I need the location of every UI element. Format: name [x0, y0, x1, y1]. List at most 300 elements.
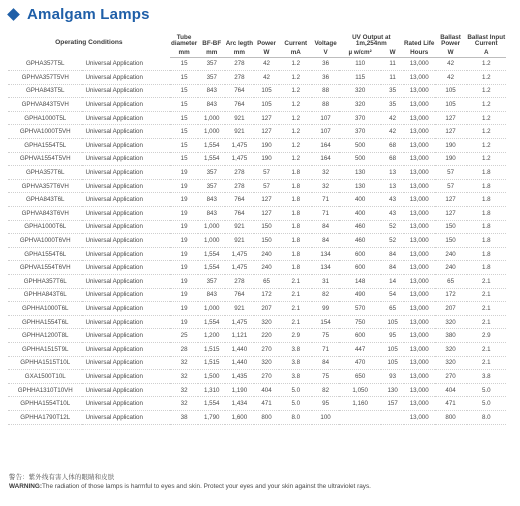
- cell-arc-length: 921: [234, 304, 245, 312]
- cell-ballast-power: 105: [445, 87, 456, 95]
- cell-rated-life: 13,000: [409, 196, 429, 204]
- cell-bf-bf: 1,554: [204, 250, 220, 258]
- cell-model: GPHA1000T6L: [24, 223, 67, 231]
- cell-voltage: 84: [322, 359, 330, 367]
- cell-uv-density: 600: [354, 264, 366, 272]
- cell-arc-length: 278: [234, 60, 245, 68]
- cell-ballast-input: 1.2: [481, 128, 491, 136]
- cell-voltage: 82: [322, 291, 330, 299]
- cell-ballast-input: 8.0: [481, 413, 491, 421]
- cell-voltage: 99: [322, 304, 330, 312]
- cell-tube-diameter: 15: [180, 87, 188, 95]
- warning-label: WARNING:: [9, 483, 43, 490]
- cell-voltage: 71: [322, 345, 330, 353]
- cell-rated-life: 13,000: [409, 155, 429, 163]
- cell-uv-density: 110: [355, 60, 366, 68]
- cell-voltage: 32: [322, 169, 330, 177]
- amalgam-lamps-table: [8, 30, 506, 425]
- table-row: [8, 139, 506, 153]
- cell-application: Universal Application: [85, 304, 143, 312]
- cell-bf-bf: 1,000: [204, 128, 220, 136]
- cell-power: 320: [261, 359, 272, 367]
- cell-voltage: 88: [322, 87, 330, 95]
- cell-tube-diameter: 19: [180, 169, 188, 177]
- page-title: Amalgam Lamps: [27, 5, 150, 23]
- cell-current: 2.1: [291, 304, 301, 312]
- cell-power: 127: [261, 209, 272, 217]
- cell-ballast-input: 1.2: [481, 155, 491, 163]
- cell-tube-diameter: 15: [180, 128, 188, 136]
- cell-rated-life: 13,000: [409, 87, 429, 95]
- cell-rated-life: 13,000: [409, 114, 429, 122]
- cell-application: Universal Application: [85, 196, 143, 204]
- cell-tube-diameter: 19: [180, 237, 188, 245]
- cell-ballast-input: 1.8: [481, 223, 491, 231]
- cell-uv-watts: 95: [389, 332, 397, 340]
- cell-power: 65: [263, 277, 270, 285]
- cell-power: 42: [263, 60, 270, 68]
- table-row: [8, 220, 506, 234]
- cell-arc-length: 1,475: [231, 264, 248, 272]
- cell-uv-density: 115: [355, 73, 366, 81]
- page-header: [8, 4, 150, 24]
- header-power: Power: [257, 40, 276, 48]
- cell-rated-life: 13,000: [409, 372, 429, 380]
- cell-arc-length: 764: [234, 291, 245, 299]
- header-current: Current: [284, 40, 308, 48]
- cell-application: Universal Application: [85, 114, 143, 122]
- cell-current: 2.1: [291, 291, 301, 299]
- cell-model: GPHVA1554T6VH: [19, 264, 71, 272]
- cell-ballast-input: 1.8: [481, 196, 491, 204]
- cell-application: Universal Application: [85, 101, 143, 109]
- cell-arc-length: 1,121: [231, 332, 248, 340]
- cell-uv-density: 1,050: [352, 386, 368, 394]
- cell-bf-bf: 843: [206, 101, 217, 109]
- table-row: [8, 397, 506, 411]
- table-row: [8, 302, 506, 316]
- unit-bf-bf: mm: [198, 48, 225, 57]
- warning-text: The radiation of those lamps is harmful to eyes and skin. Protect your eyes and your skin against the ultraviolet rays.: [42, 483, 371, 490]
- cell-rated-life: 13,000: [409, 209, 429, 217]
- cell-arc-length: 1,440: [231, 359, 248, 367]
- cell-voltage: 71: [322, 196, 330, 204]
- cell-model: GPHHA1515T9L: [22, 345, 69, 353]
- cell-application: Universal Application: [85, 372, 143, 380]
- cell-uv-density: 320: [354, 101, 366, 109]
- cell-uv-watts: 11: [389, 60, 396, 68]
- table-row: [8, 111, 506, 125]
- cell-bf-bf: 357: [206, 182, 217, 190]
- cell-ballast-input: 2.1: [481, 277, 491, 285]
- cell-ballast-input: 2.1: [481, 304, 491, 312]
- cell-rated-life: 13,000: [409, 359, 429, 367]
- table-row: [8, 247, 506, 261]
- cell-tube-diameter: 19: [180, 223, 188, 231]
- cell-voltage: 100: [320, 413, 331, 421]
- cell-uv-watts: 13: [389, 182, 397, 190]
- cell-tube-diameter: 15: [180, 101, 188, 109]
- cell-application: Universal Application: [85, 250, 143, 258]
- cell-application: Universal Application: [85, 264, 143, 272]
- cell-power: 57: [263, 182, 270, 190]
- cell-tube-diameter: 32: [180, 359, 188, 367]
- cell-ballast-input: 2.1: [481, 291, 491, 299]
- cell-model: GPHHA1310T10VH: [17, 386, 73, 394]
- table-row: [8, 193, 506, 207]
- cell-ballast-power: 380: [445, 332, 456, 340]
- cell-application: Universal Application: [85, 345, 143, 353]
- cell-uv-density: 447: [354, 345, 366, 353]
- table-row: [8, 207, 506, 221]
- cell-current: 2.1: [291, 318, 301, 326]
- cell-power: 320: [261, 318, 272, 326]
- cell-arc-length: 764: [234, 196, 245, 204]
- cell-ballast-power: 320: [445, 318, 456, 326]
- cell-uv-watts: 35: [389, 87, 397, 95]
- cell-rated-life: 13,000: [409, 345, 429, 353]
- unit-uv-watts: W: [381, 48, 403, 57]
- cell-bf-bf: 1,000: [204, 223, 220, 231]
- cell-ballast-power: 320: [445, 345, 456, 353]
- cell-power: 190: [261, 155, 272, 163]
- cell-uv-density: 750: [354, 318, 366, 326]
- cell-uv-density: 570: [354, 304, 366, 312]
- cell-power: 127: [261, 196, 272, 204]
- cell-arc-length: 1,190: [231, 386, 248, 394]
- cell-ballast-input: 1.8: [481, 264, 491, 272]
- header-ballast-power: Ballast Power: [440, 33, 461, 48]
- cell-uv-density: 1,160: [352, 400, 368, 408]
- cell-voltage: 32: [322, 182, 330, 190]
- cell-application: Universal Application: [85, 182, 143, 190]
- cell-model: GPHA1554T6L: [24, 250, 67, 258]
- cell-rated-life: 13,000: [409, 141, 429, 149]
- cell-current: 1.2: [291, 87, 301, 95]
- cell-uv-watts: 68: [389, 155, 397, 163]
- cell-bf-bf: 843: [206, 196, 217, 204]
- table-row: [8, 71, 506, 85]
- table-row: [8, 84, 506, 98]
- cell-power: 220: [261, 332, 272, 340]
- cell-uv-density: 500: [354, 155, 366, 163]
- cell-arc-length: 764: [234, 87, 245, 95]
- cell-rated-life: 13,000: [409, 237, 429, 245]
- cell-bf-bf: 1,554: [204, 318, 220, 326]
- header-voltage: Voltage: [314, 40, 337, 48]
- cell-voltage: 75: [322, 332, 330, 340]
- cell-model: GPHA1000T5L: [24, 114, 67, 122]
- cell-model: GPHA1554T5L: [24, 141, 67, 149]
- cell-bf-bf: 1,000: [204, 304, 220, 312]
- cell-uv-watts: 42: [389, 128, 397, 136]
- cell-tube-diameter: 32: [180, 372, 188, 380]
- cell-arc-length: 921: [234, 237, 245, 245]
- cell-bf-bf: 843: [206, 87, 217, 95]
- cell-ballast-power: 320: [445, 359, 456, 367]
- cell-rated-life: 13,000: [409, 386, 429, 394]
- cell-model: GPHHA357T6L: [23, 277, 67, 285]
- cell-voltage: 164: [320, 155, 331, 163]
- cell-current: 1.2: [291, 114, 301, 122]
- cell-bf-bf: 1,790: [204, 413, 220, 421]
- cell-uv-watts: 105: [387, 318, 398, 326]
- cell-uv-watts: 14: [389, 277, 397, 285]
- cell-power: 172: [261, 291, 272, 299]
- cell-tube-diameter: 15: [180, 73, 188, 81]
- cell-arc-length: 764: [234, 209, 245, 217]
- cell-ballast-power: 57: [447, 182, 455, 190]
- cell-current: 1.2: [291, 128, 301, 136]
- cell-application: Universal Application: [85, 209, 143, 217]
- cell-arc-length: 1,600: [231, 413, 248, 421]
- cell-ballast-power: 42: [447, 73, 455, 81]
- cell-arc-length: 1,475: [231, 318, 248, 326]
- cell-current: 1.8: [291, 196, 301, 204]
- cell-model: GPHHA1515T10L: [20, 359, 71, 367]
- cell-uv-density: 130: [354, 169, 366, 177]
- cell-uv-density: 490: [354, 291, 366, 299]
- cell-bf-bf: 843: [206, 291, 217, 299]
- cell-bf-bf: 357: [206, 73, 217, 81]
- cell-ballast-power: 57: [447, 169, 455, 177]
- cell-arc-length: 921: [234, 128, 245, 136]
- cell-rated-life: 13,000: [409, 182, 429, 190]
- cell-ballast-input: 1.2: [481, 114, 491, 122]
- cell-application: Universal Application: [85, 128, 143, 136]
- cell-voltage: 134: [320, 250, 331, 258]
- cell-tube-diameter: 19: [180, 291, 188, 299]
- cell-current: 1.2: [291, 101, 301, 109]
- cell-current: 1.2: [291, 141, 301, 149]
- cell-voltage: 154: [320, 318, 331, 326]
- cell-uv-density: 130: [354, 182, 366, 190]
- cell-power: 105: [261, 87, 272, 95]
- cell-current: 1.8: [291, 182, 301, 190]
- cell-ballast-power: 471: [445, 400, 456, 408]
- cell-model: GPHHA1554T6L: [22, 318, 69, 326]
- table-row: [8, 179, 506, 193]
- cell-ballast-input: 1.2: [481, 60, 491, 68]
- unit-power: W: [254, 48, 280, 57]
- cell-rated-life: 13,000: [409, 264, 429, 272]
- cell-power: 404: [261, 386, 272, 394]
- cell-bf-bf: 1,554: [204, 400, 220, 408]
- table-row: [8, 261, 506, 275]
- cell-uv-watts: 84: [389, 264, 397, 272]
- unit-rated-life: Hours: [404, 48, 435, 57]
- cell-rated-life: 13,000: [409, 400, 429, 408]
- cell-uv-density: 470: [354, 359, 366, 367]
- header-rated-life: Rated Life: [403, 40, 435, 48]
- cell-power: 240: [261, 264, 272, 272]
- cell-rated-life: 13,000: [409, 304, 429, 312]
- cell-uv-watts: [381, 410, 403, 424]
- cell-ballast-power: 800: [445, 413, 456, 421]
- cell-power: 127: [261, 128, 272, 136]
- cell-uv-watts: 42: [389, 114, 397, 122]
- cell-ballast-power: 127: [445, 114, 456, 122]
- cell-rated-life: 13,000: [409, 128, 429, 136]
- header-ballast-input-current: Ballast Input Current: [467, 33, 506, 48]
- cell-ballast-input: 1.2: [481, 73, 491, 81]
- cell-uv-density: 460: [354, 223, 366, 231]
- cell-model: GPHA357T5L: [25, 60, 65, 68]
- cell-model: GPHHA1554T10L: [20, 400, 71, 408]
- header-operating-conditions: Operating Conditions: [55, 39, 123, 47]
- cell-arc-length: 278: [234, 277, 245, 285]
- cell-arc-length: 278: [234, 73, 245, 81]
- cell-application: Universal Application: [85, 169, 143, 177]
- unit-ballast-input: A: [467, 48, 506, 57]
- cell-power: 57: [263, 169, 270, 177]
- cell-uv-watts: 52: [389, 237, 397, 245]
- cell-application: Universal Application: [85, 60, 143, 68]
- cell-bf-bf: 1,500: [204, 372, 220, 380]
- cell-current: 1.8: [291, 250, 301, 258]
- table-row: [8, 152, 506, 166]
- cell-current: 3.8: [291, 372, 301, 380]
- cell-voltage: 95: [322, 400, 330, 408]
- cell-ballast-power: 240: [445, 250, 456, 258]
- cell-current: 1.2: [291, 155, 301, 163]
- cell-current: 3.8: [291, 359, 301, 367]
- table-row: [8, 342, 506, 356]
- cell-current: 1.8: [291, 223, 301, 231]
- cell-rated-life: 13,000: [409, 73, 429, 81]
- cell-uv-density: 650: [354, 372, 366, 380]
- cell-rated-life: 13,000: [409, 277, 429, 285]
- cell-rated-life: 13,000: [409, 60, 429, 68]
- cell-ballast-power: 150: [445, 237, 456, 245]
- cell-ballast-input: 1.2: [481, 87, 491, 95]
- cell-application: Universal Application: [85, 359, 143, 367]
- cell-ballast-input: 3.8: [481, 372, 491, 380]
- header-bf-bf: BF-BF: [202, 40, 222, 48]
- diamond-bullet-icon: [7, 8, 20, 21]
- cell-uv-watts: 68: [389, 141, 397, 149]
- cell-model: GPHVA843T6VH: [21, 209, 69, 217]
- cell-model: GPHVA1000T5VH: [19, 128, 71, 136]
- table-row: [8, 288, 506, 302]
- cell-voltage: 164: [320, 141, 331, 149]
- table-row: [8, 234, 506, 248]
- cell-ballast-input: 1.8: [481, 169, 491, 177]
- cell-model: GPHHA1790T12L: [20, 413, 71, 421]
- cell-arc-length: 921: [234, 114, 245, 122]
- cell-uv-watts: 13: [389, 169, 397, 177]
- unit-ballast-power: W: [435, 48, 467, 57]
- cell-ballast-power: 65: [447, 277, 455, 285]
- cell-tube-diameter: 15: [180, 60, 188, 68]
- cell-bf-bf: 843: [206, 209, 217, 217]
- cell-rated-life: 13,000: [409, 291, 429, 299]
- cell-uv-watts: 11: [389, 73, 396, 81]
- table-row: [8, 370, 506, 384]
- cell-current: 5.0: [291, 400, 301, 408]
- unit-current: mA: [279, 48, 312, 57]
- cell-tube-diameter: 28: [180, 345, 188, 353]
- cell-power: 800: [261, 413, 272, 421]
- unit-arc-length: mm: [225, 48, 254, 57]
- cell-application: Universal Application: [85, 141, 143, 149]
- cell-model: GPHHA843T6L: [23, 291, 67, 299]
- cell-bf-bf: 1,515: [204, 345, 220, 353]
- cell-current: 1.8: [291, 237, 301, 245]
- cell-current: 1.8: [291, 209, 301, 217]
- cell-uv-density: 400: [354, 196, 366, 204]
- cell-power: 207: [261, 304, 272, 312]
- cell-ballast-power: 127: [445, 128, 456, 136]
- cell-current: 5.0: [291, 386, 301, 394]
- cell-current: 1.8: [291, 264, 301, 272]
- cell-voltage: 107: [320, 114, 331, 122]
- warning-chinese: 警告：紫外线有害人体的眼睛和皮肤: [9, 474, 115, 481]
- cell-application: Universal Application: [85, 291, 143, 299]
- table-body: [8, 57, 506, 424]
- cell-ballast-input: 1.2: [481, 101, 491, 109]
- cell-uv-density: [339, 410, 382, 424]
- cell-power: 105: [261, 101, 272, 109]
- cell-uv-watts: 105: [387, 345, 398, 353]
- cell-bf-bf: 1,000: [204, 114, 220, 122]
- cell-model: GPHVA357T5VH: [21, 73, 69, 81]
- cell-uv-density: 400: [354, 209, 366, 217]
- cell-arc-length: 1,435: [231, 372, 248, 380]
- cell-voltage: 84: [322, 223, 330, 231]
- cell-power: 150: [261, 223, 272, 231]
- cell-model: GPHVA843T5VH: [21, 101, 69, 109]
- cell-uv-density: 500: [354, 141, 366, 149]
- cell-arc-length: 1,440: [231, 345, 248, 353]
- cell-model: GPHHA1200T8L: [22, 332, 69, 340]
- cell-tube-diameter: 38: [180, 413, 188, 421]
- cell-tube-diameter: 19: [180, 264, 188, 272]
- cell-application: Universal Application: [85, 87, 143, 95]
- cell-bf-bf: 357: [206, 277, 217, 285]
- cell-tube-diameter: 25: [180, 332, 188, 340]
- cell-current: 8.0: [291, 413, 301, 421]
- cell-arc-length: 1,475: [231, 141, 248, 149]
- cell-current: 1.8: [291, 169, 301, 177]
- cell-bf-bf: 1,554: [204, 141, 220, 149]
- cell-rated-life: 13,000: [409, 413, 429, 421]
- cell-bf-bf: 1,554: [204, 155, 220, 163]
- table-row: [8, 98, 506, 112]
- cell-uv-watts: 54: [389, 291, 397, 299]
- cell-voltage: 36: [322, 60, 330, 68]
- cell-tube-diameter: 19: [180, 277, 188, 285]
- table-row: [8, 329, 506, 343]
- cell-voltage: 36: [322, 73, 330, 81]
- cell-uv-watts: 43: [389, 196, 397, 204]
- cell-voltage: 88: [322, 101, 330, 109]
- cell-ballast-power: 207: [445, 304, 456, 312]
- cell-application: Universal Application: [85, 318, 143, 326]
- cell-model: GPHA843T5L: [25, 87, 65, 95]
- cell-ballast-power: 270: [445, 372, 456, 380]
- cell-uv-watts: 52: [389, 223, 397, 231]
- cell-ballast-input: 2.9: [481, 332, 491, 340]
- cell-power: 190: [261, 141, 272, 149]
- warning-note: [9, 473, 371, 491]
- cell-bf-bf: 1,000: [204, 237, 220, 245]
- cell-uv-watts: 157: [387, 400, 398, 408]
- cell-bf-bf: 1,515: [204, 359, 220, 367]
- cell-voltage: 84: [322, 237, 330, 245]
- cell-arc-length: 278: [234, 182, 245, 190]
- cell-uv-density: 600: [354, 250, 366, 258]
